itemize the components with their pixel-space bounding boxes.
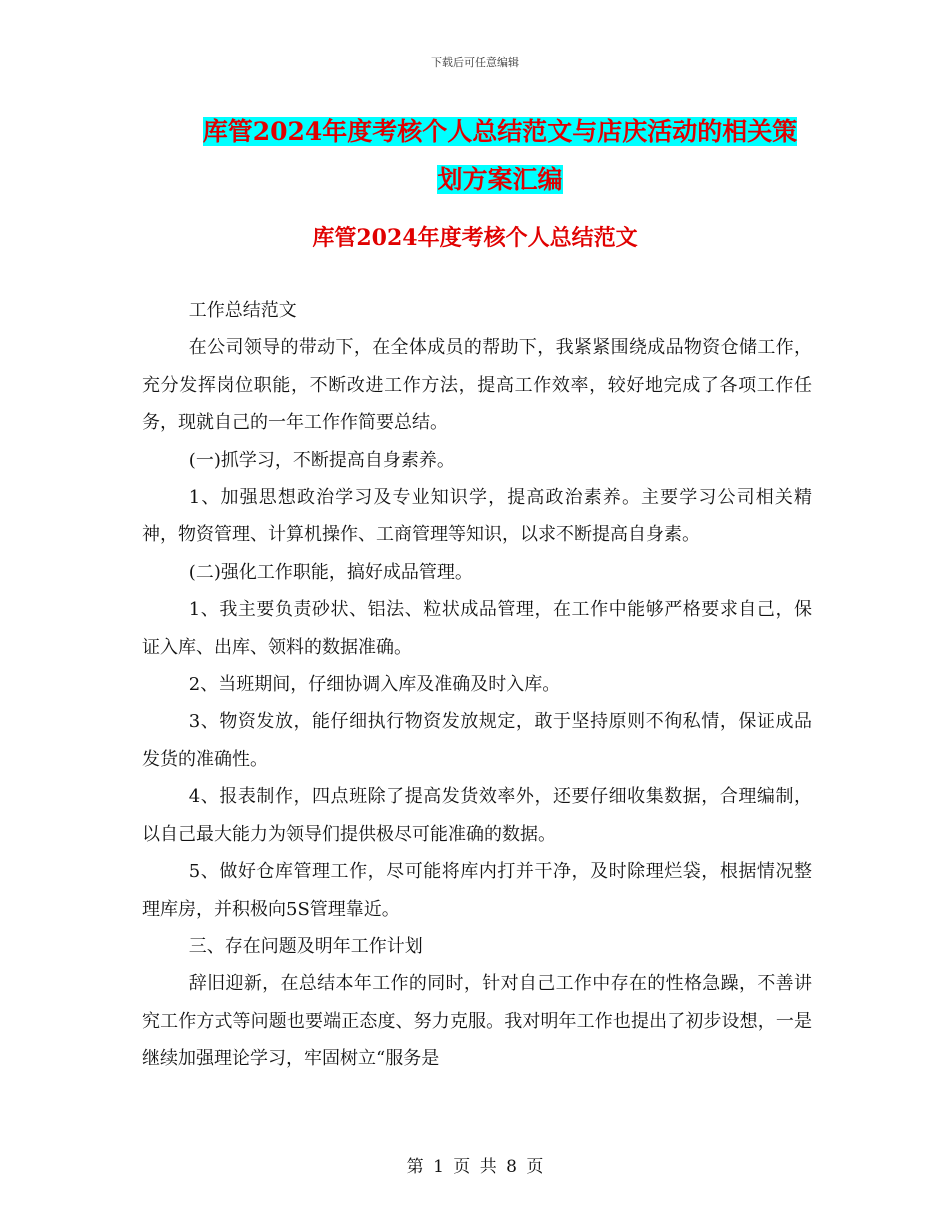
paragraph: 辞旧迎新，在总结本年工作的同时，针对自己工作中存在的性格急躁，不善讲究工作方式等问题也要端正态度、努力克服。我对明年工作也提出了初步设想，一是继续加强理论学习，牢固树立“服务是 (142, 973, 812, 1070)
paragraph: 工作总结范文 (188, 300, 297, 321)
paragraph: 2、当班期间，仔细协调入库及准确及时入库。 (188, 674, 561, 696)
paragraph: 4、报表制作，四点班除了提高发货效率外，还要仔细收集数据，合理编制，以自己最大能力为领导们提供极尽可能准确的数据。 (142, 786, 812, 845)
paragraph: 1、我主要负责砂状、铝法、粒状成品管理，在工作中能够严格要求自己，保证入库、出库、领料的数据准确。 (142, 599, 812, 658)
paragraph: (二)强化工作职能，搞好成品管理。 (188, 561, 473, 583)
paragraph: 在公司领导的带动下，在全体成员的帮助下，我紧紧围绕成品物资仓储工作，充分发挥岗位职能，不断改进工作方法，提高工作效率，较好地完成了各项工作任务，现就自己的一年工作作简要总结。 (142, 337, 812, 434)
paragraph: 5、做好仓库管理工作，尽可能将库内打并干净，及时除理烂袋，根据情况整理库房，并积极向5S管理靠近。 (142, 861, 812, 920)
section-title: 库管2024年度考核个人总结范文 (312, 225, 638, 251)
paragraph: 三、存在问题及明年工作计划 (188, 935, 423, 957)
page-header-note: 下载后可任意编辑 (431, 56, 519, 69)
page-number-footer: 第 1 页 共 8 页 (406, 1157, 544, 1177)
document-title (150, 108, 850, 204)
document-title-line-1: 库管2024年度考核个人总结范文与店庆活动的相关策 (202, 117, 798, 146)
document-title-line-2: 划方案汇编 (437, 165, 563, 194)
paragraph: 1、加强思想政治学习及专业知识学，提高政治素养。主要学习公司相关精神，物资管理、计算机操作、工商管理等知识，以求不断提高自身素。 (142, 487, 812, 546)
paragraph: (一)抓学习，不断提高自身素养。 (188, 449, 455, 471)
document-body (142, 292, 812, 1078)
paragraph: 3、物资发放，能仔细执行物资发放规定，敢于坚持原则不徇私情，保证成品发货的准确性。 (142, 711, 812, 770)
